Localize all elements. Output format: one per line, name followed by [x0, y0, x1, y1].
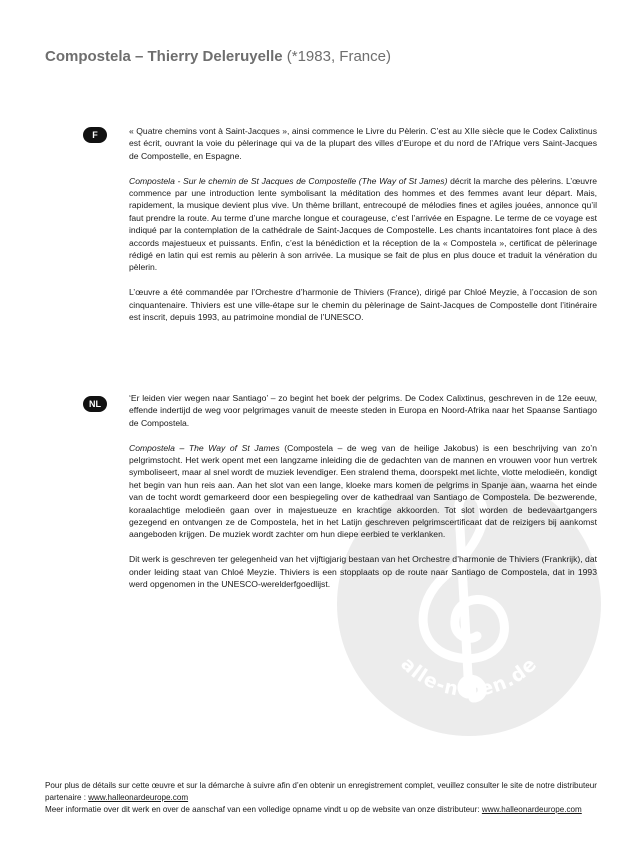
french-section — [129, 125, 597, 323]
fr-paragraph-2 — [129, 175, 597, 274]
nl-paragraph-1: ‘Er leiden vier wegen naar Santiago’ – zo begint het boek der pelgrims. De Codex Calixtinus, geschreven in de 12e eeuw, effende indertijd de weg voor pelgrimages vanuit de meeste steden in Europa en Noord-Afrika naar het Spaanse Santiago de Compostela. — [129, 393, 597, 428]
nl-paragraph-3: Dit werk is geschreven ter gelegenheid van het vijftigjarig bestaan van het Orchestre d’harmonie de Thiviers (Frankrijk), dat onder leiding staat van Chloé Meyzie. Thiviers is een stopplaats op de route naar Santiago de Compostela, dat in 1993 werd opgenomen in the UNESCO-werelderfgoedlijst. — [129, 554, 597, 590]
nl-work-title: Compostela – The Way of St James — [129, 442, 280, 453]
footer-nl — [45, 804, 605, 816]
language-badge-nl: NL — [83, 396, 107, 412]
fr-work-title: Compostela - Sur le chemin de St Jacques de Compostelle (The Way of St James) — [129, 175, 448, 186]
footer-nl-link[interactable]: www.halleonardeurope.com — [481, 805, 582, 814]
watermark-text: alle-noten.de — [396, 652, 542, 702]
title-composer: Compostela – Thierry Deleruyelle — [45, 48, 283, 65]
footer-fr-link[interactable]: www.halleonardeurope.com — [88, 793, 189, 802]
page-title — [45, 48, 605, 65]
nl-paragraph-2-text: (Compostela – de weg van de heilige Jakobus) is een beschrijving van zo’n pelgrimstocht. Het werk opent met een langzame inleiding die de gedachten van de mannen en vrouwen voor hun vertrek symboliseert, maar al snel wordt de muziek levendiger. Een stralend thema, doorspekt met lichte, vlotte melodieën, kondigt het begin van hun reis aan. Aan het slot van een lange, kloeke mars komen de pelgrims in Spanje aan, waarna het einde van de tocht wordt gemarkeerd door een bespiegeling over de kathedraal van Santiago de Compostela. De bezwerende, koraalachtige melodieën gaan over in majestueuze en krachtige akkoorden. Tot slot worden de bedevaartgangers gezegend en ontvangen ze de Compostela, het in het Latijn geschreven pelgrimscertificaat dat de reizigers bij aankomst aangeboden krijgen. De muziek wordt zachter om hun diepe eerbied te verklanken. — [129, 442, 597, 540]
fr-paragraph-3: L’œuvre a été commandée par l’Orchestre d’harmonie de Thiviers (France), dirigé par Chloé Meyzie, à l’occasion de son cinquantenaire. Thiviers est une ville-étape sur le chemin du pèlerinage de Saint-Jacques de Compostelle dont l’itinéraire est inscrit, depuis 1993, au patrimoine mondial de l’UNESCO. — [129, 287, 597, 323]
dutch-section — [129, 392, 597, 590]
footer-nl-text: Meer informatie over dit werk en over de aanschaf van een volledige opname vindt u op de website van onze distributeur: — [45, 805, 482, 814]
footer-fr — [45, 780, 605, 804]
language-badge-fr: F — [83, 127, 107, 143]
footer-fr-text: Pour plus de détails sur cette œuvre et sur la démarche à suivre afin d’en obtenir un enregistrement complet, veuillez consulter le site de notre distributeur partenaire : — [45, 781, 598, 802]
fr-paragraph-1: « Quatre chemins vont à Saint-Jacques », ainsi commence le Livre du Pèlerin. C’est au XIIe siècle que le Codex Calixtinus est écrit, ouvrant la voie du pèlerinage qui va de la plupart des villes d’Europe et du nord de l’Afrique vers Saint-Jacques de Compostelle, en Espagne. — [129, 126, 597, 161]
fr-paragraph-2-text: décrit la marche des pèlerins. L’œuvre commence par une introduction lente symbolisant la méditation des hommes et des femmes avant leur départ. Mais, rapidement, la musique devient plus vive. Un thème brillant, entrecoupé de mélodies fines et agiles jouées, annonce qu’il faut prendre la route. Au terme d’une marche longue et courageuse, c’est l’arrivée en Espagne. Le terme de ce voyage est indiqué par la contemplation de la cathédrale de Saint-Jacques de Compostelle. Les chants incantatoires font place à des accords majestueux et puissants. Enfin, c’est la bénédiction et la réception de la « Compostela », certificat de pèlerinage rédigé en latin qui est remis au pèlerin à son arrivée. La musique se fait de plus en plus douce et traduit la vénération du pèlerin. — [129, 175, 597, 273]
footer — [45, 780, 605, 816]
nl-paragraph-2 — [129, 442, 597, 541]
title-origin: (*1983, France) — [282, 48, 391, 65]
